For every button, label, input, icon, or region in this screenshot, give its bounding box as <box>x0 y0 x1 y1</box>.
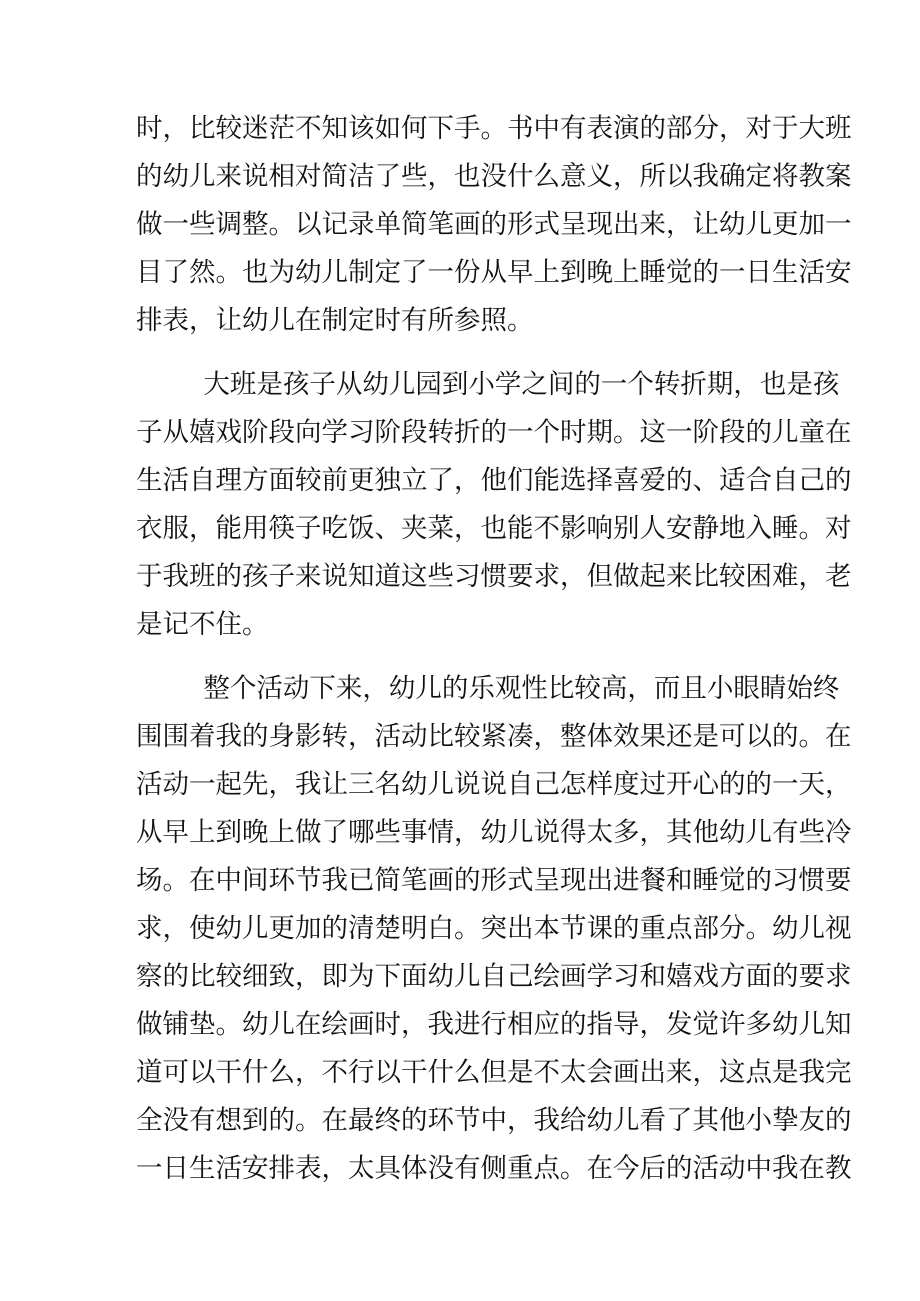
text-line: 生活自理方面较前更独立了，他们能选择喜爱的、适合自己的 <box>136 465 852 496</box>
text-line: 求，使幼儿更加的清楚明白。突出本节课的重点部分。幼儿视 <box>136 913 852 944</box>
document-body <box>136 105 852 1193</box>
text-line: 子从嬉戏阶段向学习阶段转折的一个时期。这一阶段的儿童在 <box>136 417 852 448</box>
text-line: 围围着我的身影转，活动比较紧凑，整体效果还是可以的。在 <box>136 721 852 752</box>
text-line: 排表，让幼儿在制定时有所参照。 <box>136 305 534 336</box>
text-line: 察的比较细致，即为下面幼儿自己绘画学习和嬉戏方面的要求 <box>136 961 852 992</box>
text-line: 是记不住。 <box>136 609 269 640</box>
paragraph-2 <box>136 361 852 649</box>
text-line: 场。在中间环节我已简笔画的形式呈现出进餐和睡觉的习惯要 <box>136 865 852 896</box>
text-line: 道可以干什么，不行以干什么但是不太会画出来，这点是我完 <box>136 1057 852 1088</box>
paragraph-3 <box>136 665 852 1193</box>
paragraph-1 <box>136 105 852 345</box>
text-line: 整个活动下来，幼儿的乐观性比较高，而且小眼睛始终 <box>136 673 840 704</box>
text-line: 做一些调整。以记录单简笔画的形式呈现出来，让幼儿更加一 <box>136 209 852 240</box>
text-line: 活动一起先，我让三名幼儿说说自己怎样度过开心的的一天， <box>136 769 852 800</box>
text-line: 从早上到晚上做了哪些事情，幼儿说得太多，其他幼儿有些冷 <box>136 817 852 848</box>
text-line: 目了然。也为幼儿制定了一份从早上到晚上睡觉的一日生活安 <box>136 257 852 288</box>
text-line: 时，比较迷茫不知该如何下手。书中有表演的部分，对于大班 <box>136 113 852 144</box>
text-line: 做铺垫。幼儿在绘画时，我进行相应的指导，发觉许多幼儿知 <box>136 1009 852 1040</box>
text-line: 的幼儿来说相对简洁了些，也没什么意义，所以我确定将教案 <box>136 161 852 192</box>
text-line: 一日生活安排表，太具体没有侧重点。在今后的活动中我在教 <box>136 1153 852 1184</box>
text-line: 大班是孩子从幼儿园到小学之间的一个转折期，也是孩 <box>136 369 840 400</box>
text-line: 全没有想到的。在最终的环节中，我给幼儿看了其他小挚友的 <box>136 1105 852 1136</box>
text-line: 于我班的孩子来说知道这些习惯要求，但做起来比较困难，老 <box>136 561 852 592</box>
text-line: 衣服，能用筷子吃饭、夹菜，也能不影响别人安静地入睡。对 <box>136 513 852 544</box>
